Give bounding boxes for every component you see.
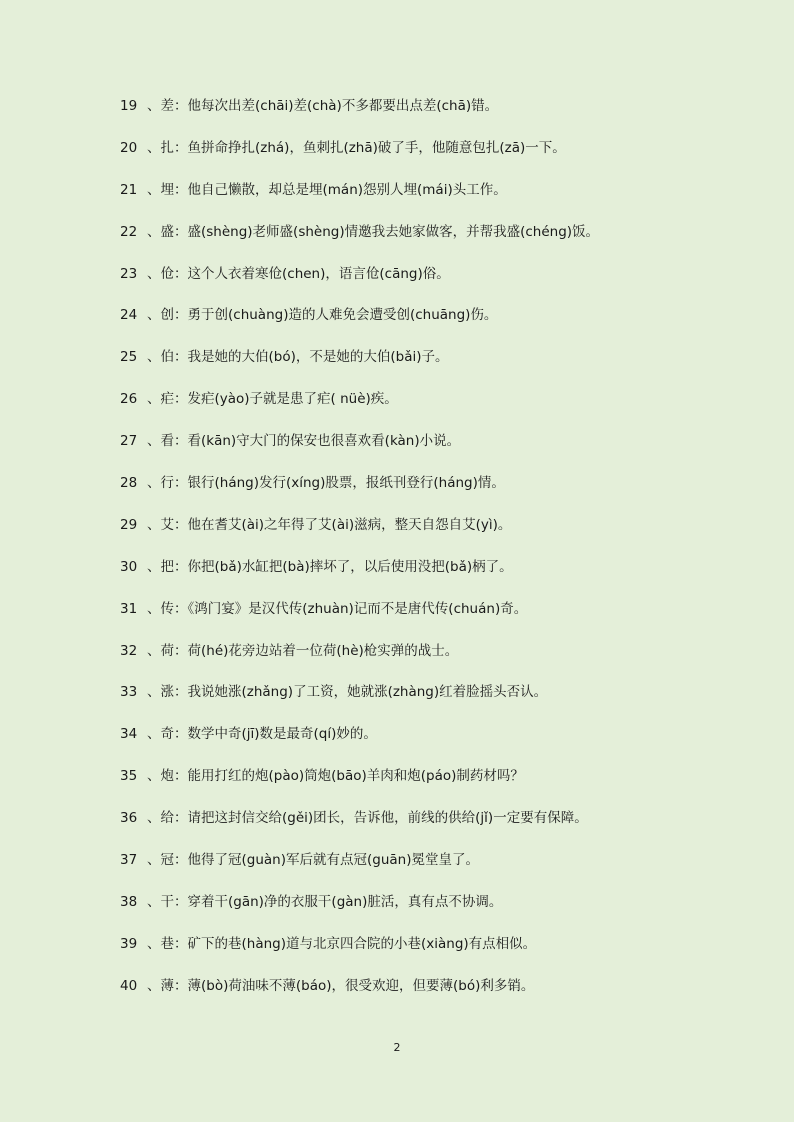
entry-separator: 、 [147, 726, 161, 743]
list-item [120, 681, 760, 723]
entry-number: 25 [120, 349, 138, 366]
entry-separator: 、 [147, 139, 161, 156]
entry-separator: 、 [147, 349, 161, 366]
entry-number: 26 [120, 391, 138, 408]
entry-separator: 、 [147, 558, 161, 575]
page-number: 2 [393, 1041, 401, 1054]
list-item [120, 975, 760, 1017]
entry-text: 荷：荷(hé)花旁边站着一位荷(hè)枪实弹的战士。 [160, 642, 459, 659]
entry-text: 传：《鸿门宴》是汉代传(zhuàn)记而不是唐代传(chuán)奇。 [160, 600, 528, 617]
entry-separator: 、 [147, 475, 161, 492]
polyphonic-character-list [120, 95, 760, 1017]
entry-text: 把：你把(bǎ)水缸把(bà)摔坏了，以后使用没把(bǎ)柄了。 [160, 558, 513, 575]
list-item [120, 514, 760, 556]
list-item [120, 598, 760, 640]
entry-separator: 、 [147, 98, 161, 114]
entry-number: 19 [120, 98, 138, 114]
entry-text: 埋：他自己懒散，却总是埋(mán)怨别人埋(mái)头工作。 [160, 181, 507, 198]
entry-separator: 、 [147, 684, 161, 701]
entry-number: 28 [120, 475, 138, 492]
entry-text: 薄：薄(bò)荷油味不薄(báo)，很受欢迎，但要薄(bó)利多销。 [160, 977, 535, 994]
list-item [120, 556, 760, 598]
entry-text: 疟：发疟(yào)子就是患了疟( nüè)疾。 [160, 391, 398, 408]
entry-number: 22 [120, 223, 138, 240]
entry-number: 40 [120, 977, 138, 994]
list-item [120, 137, 760, 179]
entry-text: 冠：他得了冠(guàn)军后就有点冠(guān)冕堂皇了。 [160, 852, 479, 869]
entry-number: 20 [120, 139, 138, 156]
list-item [120, 849, 760, 891]
entry-separator: 、 [147, 265, 161, 282]
list-item [120, 807, 760, 849]
entry-text: 创：勇于创(chuàng)造的人难免会遭受创(chuāng)伤。 [160, 307, 498, 324]
entry-separator: 、 [147, 433, 161, 450]
entry-text: 扎：鱼拼命挣扎(zhá)，鱼刺扎(zhā)破了手，他随意包扎(zā)一下。 [160, 139, 566, 156]
entry-separator: 、 [147, 810, 161, 827]
list-item [120, 430, 760, 472]
entry-text: 给：请把这封信交给(gěi)团长，告诉他，前线的供给(jǐ)一定要有保障。 [160, 810, 588, 827]
entry-separator: 、 [147, 893, 161, 910]
list-item [120, 304, 760, 346]
entry-text: 干：穿着干(gān)净的衣服干(gàn)脏活，真有点不协调。 [160, 893, 503, 910]
entry-text: 盛：盛(shèng)老师盛(shèng)情邀我去她家做客，并帮我盛(chéng)饭。 [160, 223, 600, 240]
entry-text: 涨：我说她涨(zhǎng)了工资，她就涨(zhàng)红着脸摇头否认。 [160, 684, 548, 701]
entry-separator: 、 [147, 600, 161, 617]
entry-text: 伯：我是她的大伯(bó)，不是她的大伯(bǎi)子。 [160, 349, 449, 366]
entry-text: 艾：他在耆艾(ài)之年得了艾(ài)滋病，整天自怨自艾(yì)。 [160, 516, 512, 533]
list-item [120, 472, 760, 514]
entry-number: 34 [120, 726, 138, 743]
entry-number: 37 [120, 852, 138, 869]
list-item [120, 933, 760, 975]
entry-number: 29 [120, 516, 138, 533]
list-item [120, 388, 760, 430]
entry-number: 32 [120, 642, 138, 659]
entry-separator: 、 [147, 391, 161, 408]
entry-text: 行：银行(háng)发行(xíng)股票，报纸刊登行(háng)情。 [160, 475, 505, 492]
entry-text: 差：他每次出差(chāi)差(chà)不多都要出点差(chā)错。 [160, 98, 499, 114]
list-item [120, 723, 760, 765]
list-item [120, 95, 760, 137]
entry-separator: 、 [147, 642, 161, 659]
entry-separator: 、 [147, 181, 161, 198]
entry-number: 21 [120, 181, 138, 198]
entry-number: 24 [120, 307, 138, 324]
list-item [120, 179, 760, 221]
entry-number: 27 [120, 433, 138, 450]
entry-separator: 、 [147, 223, 161, 240]
entry-separator: 、 [147, 935, 161, 952]
list-item [120, 891, 760, 933]
entry-number: 38 [120, 893, 138, 910]
entry-number: 35 [120, 768, 138, 785]
list-item [120, 346, 760, 388]
entry-separator: 、 [147, 516, 161, 533]
entry-text: 伧：这个人衣着寒伧(chen)，语言伧(cāng)俗。 [160, 265, 450, 282]
entry-number: 23 [120, 265, 138, 282]
list-item [120, 221, 760, 263]
entry-separator: 、 [147, 307, 161, 324]
entry-separator: 、 [147, 852, 161, 869]
entry-separator: 、 [147, 768, 161, 785]
list-item [120, 640, 760, 682]
entry-number: 31 [120, 600, 138, 617]
entry-number: 39 [120, 935, 138, 952]
list-item [120, 765, 760, 807]
entry-number: 30 [120, 558, 138, 575]
entry-number: 33 [120, 684, 138, 701]
list-item [120, 263, 760, 305]
entry-text: 炮：能用打红的炮(pào)筒炮(bāo)羊肉和炮(páo)制药材吗？ [160, 768, 524, 785]
entry-text: 奇：数学中奇(jī)数是最奇(qí)妙的。 [160, 726, 377, 743]
entry-separator: 、 [147, 977, 161, 994]
entry-number: 36 [120, 810, 138, 827]
entry-text: 看：看(kān)守大门的保安也很喜欢看(kàn)小说。 [160, 433, 461, 450]
entry-text: 巷：矿下的巷(hàng)道与北京四合院的小巷(xiàng)有点相似。 [160, 935, 537, 952]
